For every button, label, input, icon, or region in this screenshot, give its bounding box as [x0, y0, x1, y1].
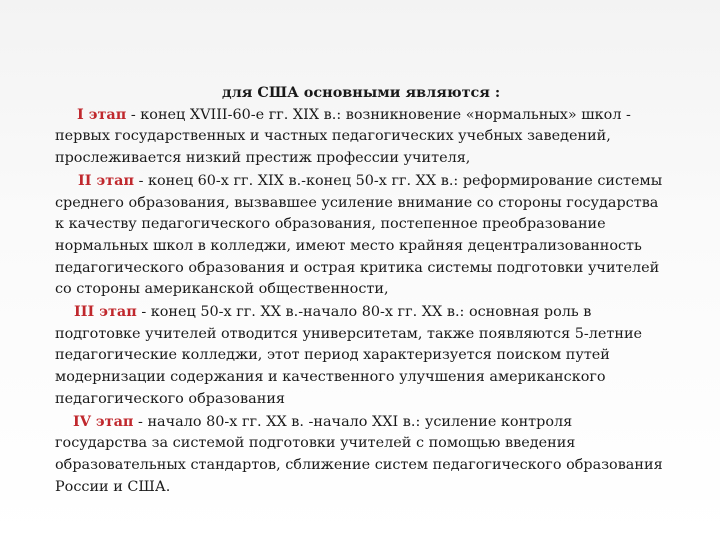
- stage-2-label: II этап: [78, 171, 135, 189]
- stage-4-label: IV этап: [73, 412, 134, 430]
- stage-2-paragraph: [55, 170, 667, 301]
- stage-4-paragraph: [55, 411, 667, 499]
- stage-3-paragraph: [55, 301, 667, 411]
- stage-2-text: - конец 60-х гг. XIX в.-конец 50-х гг. XX в.: реформирование системы среднего образования, вызвавшее усиление внимание со стороны государства к качеству педагогического образования, постепенное преобразование нормальных школ в колледжи, имеют место крайняя децентрализованность педагогического образования и острая критика системы подготовки учителей со стороны американской общественности,: [55, 172, 663, 298]
- stage-4-text: - начало 80-х гг. XX в. -начало XXI в.: усиление контроля государства за системой подготовки учителей с помощью введения образовательных стандартов, сближение систем педагогического образования России и США.: [55, 413, 663, 495]
- stage-1-paragraph: [55, 104, 667, 170]
- slide-text-block: [55, 82, 667, 498]
- stage-1-text: - конец XVIII-60-е гг. XIX в.: возникновение «нормальных» школ - первых государственных и частных педагогических учебных заведений, прослеживается низкий престиж профессии учителя,: [55, 106, 631, 167]
- stage-3-label: III этап: [74, 303, 137, 321]
- stage-3-text: - конец 50-х гг. XX в.-начало 80-х гг. XX в.: основная роль в подготовке учителей отводится университетам, также появляются 5-летние педагогические колледжи, этот период характеризуется поиском путей модернизации содержания и качественного улучшения американского педагогического образования: [55, 304, 643, 407]
- stage-1-label: I этап: [77, 105, 127, 123]
- slide-heading: для США основными являются :: [222, 84, 501, 101]
